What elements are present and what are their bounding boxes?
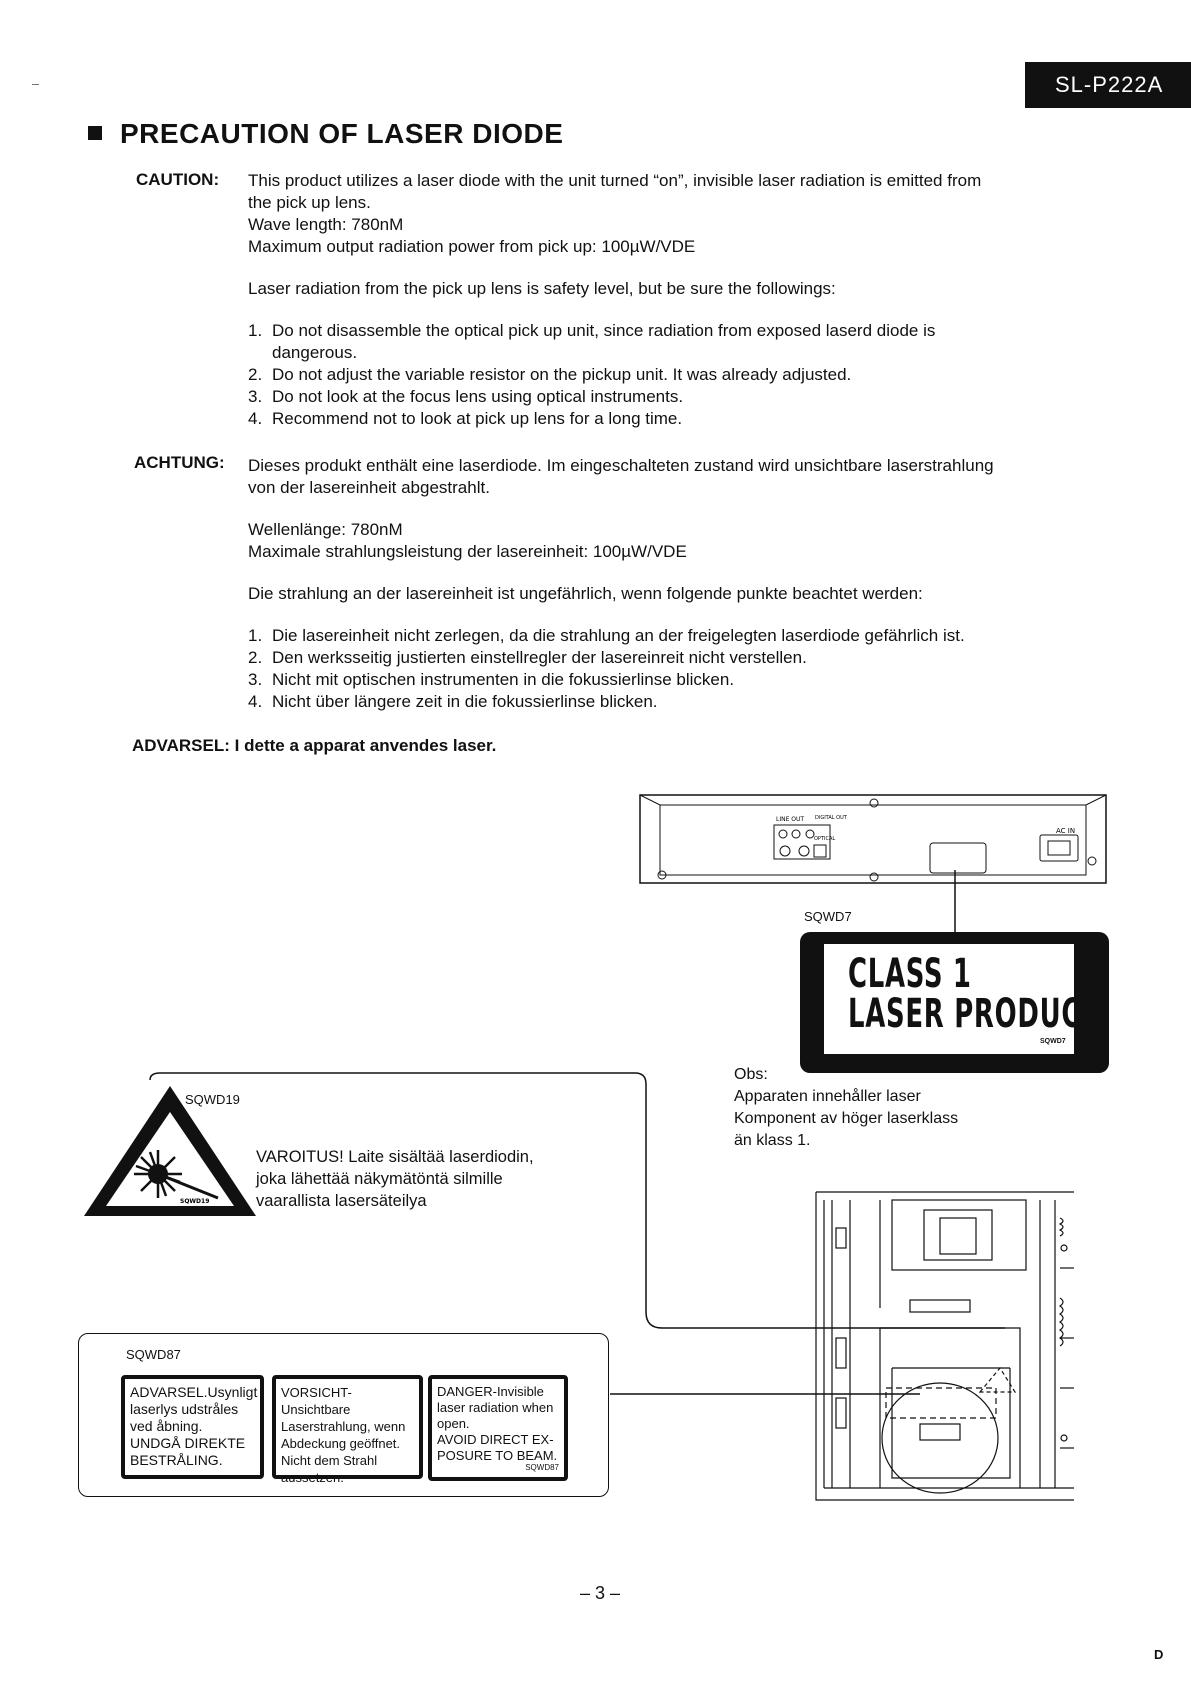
obs-line-3: än klass 1. <box>734 1132 811 1149</box>
obs-line-1: Apparaten innehåller laser <box>734 1088 921 1105</box>
caution-max-power: Maximum output radiation power from pick up: 100µW/VDE <box>248 237 696 256</box>
label-line: POSURE TO BEAM. <box>437 1448 558 1463</box>
label-line: BESTRÅLING. <box>130 1452 223 1468</box>
vorsicht-german-label <box>272 1375 423 1485</box>
label-line: open. <box>437 1416 470 1431</box>
obs-line-2: Komponent av höger laserklass <box>734 1110 959 1127</box>
label-line: UNDGÅ DIREKTE <box>130 1435 246 1451</box>
caution-step: 2. Do not adjust the variable resistor on the pickup unit. It was already adjusted. <box>248 365 852 384</box>
achtung-safety: Die strahlung an der lasereinheit ist ungefährlich, wenn folgende punkte beachtet werden: <box>248 584 923 603</box>
label-line: DANGER-Invisible <box>437 1384 544 1399</box>
caution-step: 1. Do not disassemble the optical pick up unit, since radiation from exposed laserd diode is dangerous. <box>248 321 936 362</box>
class-label-text <box>848 951 1100 1037</box>
label-line: VORSICHT-Unsichtbare <box>281 1385 352 1417</box>
caution-intro-2: the pick up lens. <box>248 193 371 212</box>
triangle-small-code: SQWD19 <box>180 1198 210 1205</box>
label-line: ADVARSEL.Usynligt <box>130 1384 258 1400</box>
varoitus-line-3: vaarallista lasersäteilya <box>256 1192 427 1210</box>
achtung-intro-2: von der lasereinheit abgestrahlt. <box>248 478 490 497</box>
advarsel-text: I dette a apparat anvendes laser. <box>234 736 497 755</box>
caution-step: 4. Recommend not to look at pick up lens for a long time. <box>248 409 683 428</box>
optical-label: OPTICAL <box>814 836 836 842</box>
varoitus-text <box>256 1146 534 1212</box>
varoitus-line-2: joka lähettää näkymätöntä silmille <box>256 1170 503 1188</box>
danger-label-code: SQWD87 <box>525 1463 559 1472</box>
rear-panel-drawing <box>638 793 1108 888</box>
chassis-interior-drawing <box>810 1188 1080 1508</box>
advarsel-danish-label <box>121 1375 264 1479</box>
label-line: ved åbning. <box>130 1418 203 1434</box>
achtung-step: 3. Nicht mit optischen instrumenten in die fokussierlinse blicken. <box>248 670 735 689</box>
varoitus-line-1: VAROITUS! Laite sisältää laserdiodin, <box>256 1148 534 1166</box>
label-line: Nicht dem Strahl <box>281 1453 378 1468</box>
danger-english-label <box>428 1375 568 1481</box>
digital-out-label: DIGITAL OUT <box>815 815 847 821</box>
ac-in-label: AC IN <box>1056 827 1076 835</box>
page-title-text: PRECAUTION OF LASER DIODE <box>120 118 564 149</box>
achtung-step: 1. Die lasereinheit nicht zerlegen, da die strahlung an der freigelegten laserdiode gefährlich ist. <box>248 626 965 645</box>
caution-intro-1: This product utilizes a laser diode with the unit turned “on”, invisible laser radiation is emitted from <box>248 171 982 190</box>
label-line: Laserstrahlung, wenn <box>281 1419 406 1434</box>
multilang-code: SQWD87 <box>126 1347 181 1362</box>
caution-step: 3. Do not look at the focus lens using optical instruments. <box>248 387 684 406</box>
class-line-2: LASER PRODUCT <box>848 991 1100 1037</box>
line-out-label: LINE OUT <box>776 816 805 823</box>
label-line: laserlys udstråles <box>130 1401 239 1417</box>
class-label-code: SQWD7 <box>1040 1038 1066 1045</box>
obs-title: Obs: <box>734 1066 768 1083</box>
label-line: AVOID DIRECT EX- <box>437 1432 554 1447</box>
label-line: Abdeckung geöffnet. <box>281 1436 401 1451</box>
caution-safety: Laser radiation from the pick up lens is safety level, but be sure the followings: <box>248 279 836 298</box>
caution-label: CAUTION: <box>136 170 220 189</box>
obs-text <box>734 1064 958 1152</box>
achtung-wavelength: Wellenlänge: 780nM <box>248 520 403 539</box>
achtung-label: ACHTUNG: <box>134 453 225 472</box>
achtung-max-power: Maximale strahlungsleistung der lasereinheit: 100µW/VDE <box>248 542 687 561</box>
achtung-step: 4. Nicht über längere zeit in die fokussierlinse blicken. <box>248 692 658 711</box>
model-number-tab: SL-P222A <box>1025 62 1191 108</box>
achtung-step: 2. Den werksseitig justierten einstellregler der lasereinreit nicht verstellen. <box>248 648 807 667</box>
rear-panel-code: SQWD7 <box>804 909 852 924</box>
corner-mark: D <box>1154 1647 1164 1662</box>
advarsel-label: ADVARSEL: <box>132 736 230 755</box>
triangle-code: SQWD19 <box>185 1092 240 1107</box>
class-line-1: CLASS 1 <box>848 951 972 997</box>
label-line: aussetzen. <box>281 1470 344 1485</box>
page-number: – 3 – <box>580 1583 621 1603</box>
achtung-intro-1: Dieses produkt enthält eine laserdiode. Im eingeschalteten zustand wird unsichtbare laserstrahlung <box>248 456 994 475</box>
label-line: laser radiation when <box>437 1400 554 1415</box>
caution-wavelength: Wave length: 780nM <box>248 215 404 234</box>
